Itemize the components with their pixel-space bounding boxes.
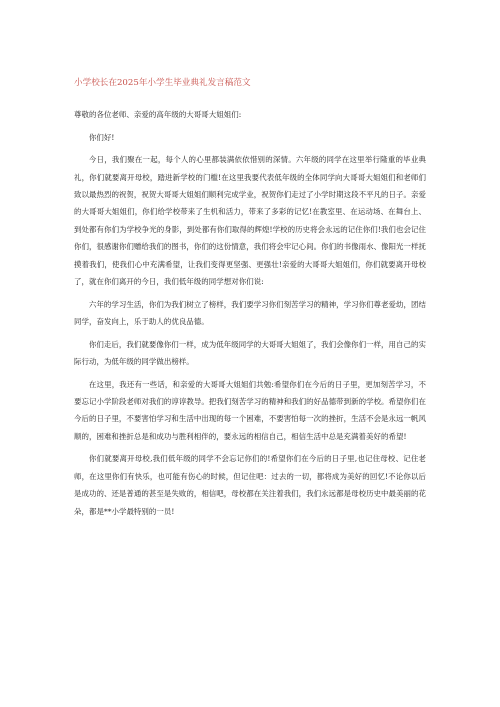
salutation: 尊敬的各位老师、亲爱的高年级的大哥哥大姐姐们:: [74, 110, 242, 119]
document-body: [74, 106, 426, 525]
body-paragraph: 今日，我们聚在一起，每个人的心里都装满依依惜别的深情。六年级的同学在这里举行隆重的毕业典礼，你们就要离开母校，踏进新学校的门槛!在这里我要代表低年级的全体同学向大哥哥大姐姐们和老师们致以最热烈的祝贺，祝贺大哥哥大姐姐们顺利完成学业，祝贺你们走过了小学时期这段不平凡的日子。亲爱的大哥哥大姐姐们，你们给学校带来了生机和活力，带来了多彩的记忆!在教室里、在运动场、在舞台上、到处都有你们为学校争光的身影，到处都有你们取得的辉煌!学校的历史将会永远的记住你们!我们也会记住你们，很感谢你们赠给我们的图书，你们的这份情意，我们将会牢记心间。你们的书像雨水、像阳光一样抚摸着我们，使我们心中充满希望，让我们变得更坚强、更强壮!亲爱的大哥哥大姐姐们，你们就要离开母校了，就在你们离开的今日，我们低年级的同学想对你们说:: [74, 155, 426, 287]
body-paragraph: 你们走后，我们就要像你们一样，成为低年级同学的大哥哥大姐姐了，我们会像你们一样，用自己的实际行动，为低年级的同学做出榜样。: [74, 339, 426, 367]
closing-paragraph: 你们就要离开母校,我们低年级的同学不会忘记你们的!希望你们在今后的日子里,也记住母校、记住老师，在这里你们有快乐，也可能有伤心的时候，但记住吧：过去的一切，都将成为美好的回忆!不论你以后是成功的、还是普通的甚至是失败的，相信吧，母校都在关注着我们，我们永远都是母校历史中最美丽的花朵，都是**小学最特别的一员!: [74, 454, 426, 516]
body-paragraph: 在这里，我还有一些话，和亲爱的大哥哥大姐姐们共勉:希望你们在今后的日子里，更加刻苦学习，不要忘记小学阶段老师对我们的谆谆教导。把我们刻苦学习的精神和我们的好品德带到新的学校。希望你们在今后的日子里，不要害怕学习和生活中出现的每一个困难，不要害怕每一次的挫折，生活不会是永远一帆风顺的，困难和挫折总是和成功与胜利相伴的，要永远的相信自己，相信生活中总是充满着美好的希望!: [74, 379, 426, 441]
body-paragraph: 六年的学习生活，你们为我们树立了榜样，我们要学习你们刻苦学习的精神，学习你们尊老爱幼，团结同学，奋发向上，乐于助人的优良品德。: [74, 299, 426, 327]
greeting: 你们好!: [88, 132, 115, 142]
document-title: 小学校长在2025年小学生毕业典礼发言稿范文: [74, 78, 251, 88]
